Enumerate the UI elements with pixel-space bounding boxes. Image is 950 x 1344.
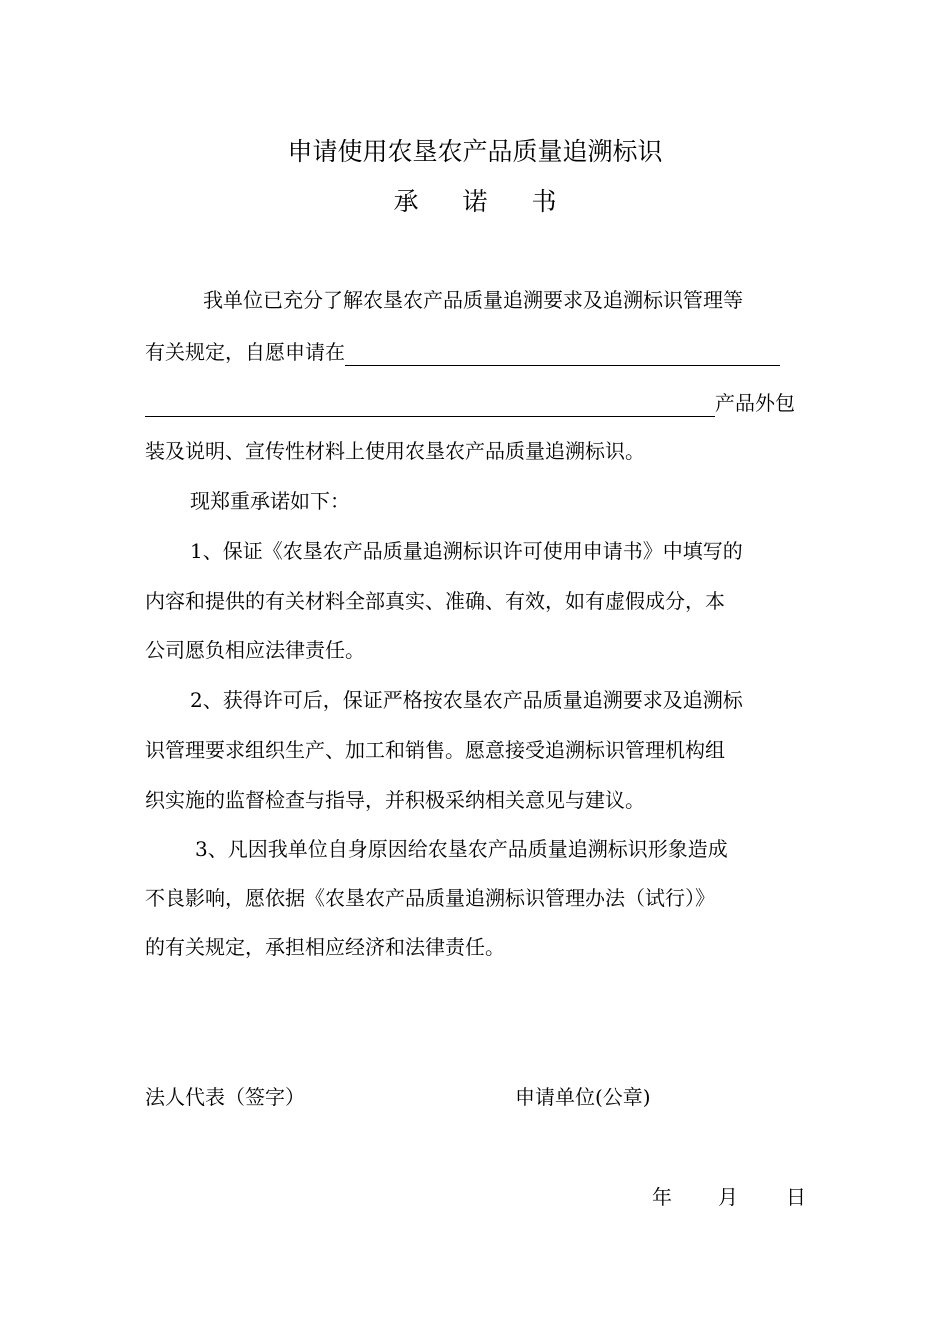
- document-title: 申请使用农垦农产品质量追溯标识: [287, 137, 663, 166]
- para1-line1: 我单位已充分了解农垦农产品质量追溯要求及追溯标识管理等: [203, 288, 743, 312]
- para1-line4: 装及说明、宣传性材料上使用农垦农产品质量追溯标识。: [145, 439, 645, 463]
- item1-line2: 内容和提供的有关材料全部真实、准确、有效，如有虚假成分，本: [145, 589, 725, 613]
- para1-line2-text: 有关规定，自愿申请在: [145, 340, 345, 364]
- item2-line3: 织实施的监督检查与指导，并积极采纳相关意见与建议。: [145, 788, 645, 812]
- document-subtitle: [0, 186, 950, 218]
- applicant-unit-seal-label: 申请单位(公章): [515, 1085, 651, 1109]
- subtitle-char-1: 承: [393, 187, 419, 216]
- commitment-intro: 现郑重承诺如下：: [190, 489, 350, 513]
- subtitle-char-2: 诺: [462, 187, 488, 216]
- legal-representative-signature-label: 法人代表（签字）: [145, 1085, 305, 1109]
- para1-line2: [145, 338, 807, 366]
- product-name-blank-2[interactable]: [145, 394, 715, 417]
- item3-line1: 3、凡因我单位自身原因给农垦农产品质量追溯标识形象造成: [195, 837, 728, 861]
- item3-line3: 的有关规定，承担相应经济和法律责任。: [145, 935, 505, 959]
- date-year-label: 年: [652, 1185, 672, 1209]
- para1-line3: [145, 389, 807, 417]
- item3-line2: 不良影响，愿依据《农垦农产品质量追溯标识管理办法（试行）》: [145, 886, 715, 910]
- item2-line2: 识管理要求组织生产、加工和销售。愿意接受追溯标识管理机构组: [145, 738, 725, 762]
- subtitle-char-3: 书: [531, 187, 557, 216]
- item2-line1: 2、获得许可后，保证严格按农垦农产品质量追溯要求及追溯标: [190, 688, 743, 712]
- date-month-label: 月: [718, 1185, 738, 1209]
- item1-line1: 1、保证《农垦农产品质量追溯标识许可使用申请书》中填写的: [190, 539, 743, 563]
- date-day-label: 日: [786, 1185, 806, 1209]
- item1-line3: 公司愿负相应法律责任。: [145, 638, 365, 662]
- para1-line3-text: 产品外包: [715, 391, 795, 415]
- product-name-blank-1[interactable]: [345, 343, 780, 366]
